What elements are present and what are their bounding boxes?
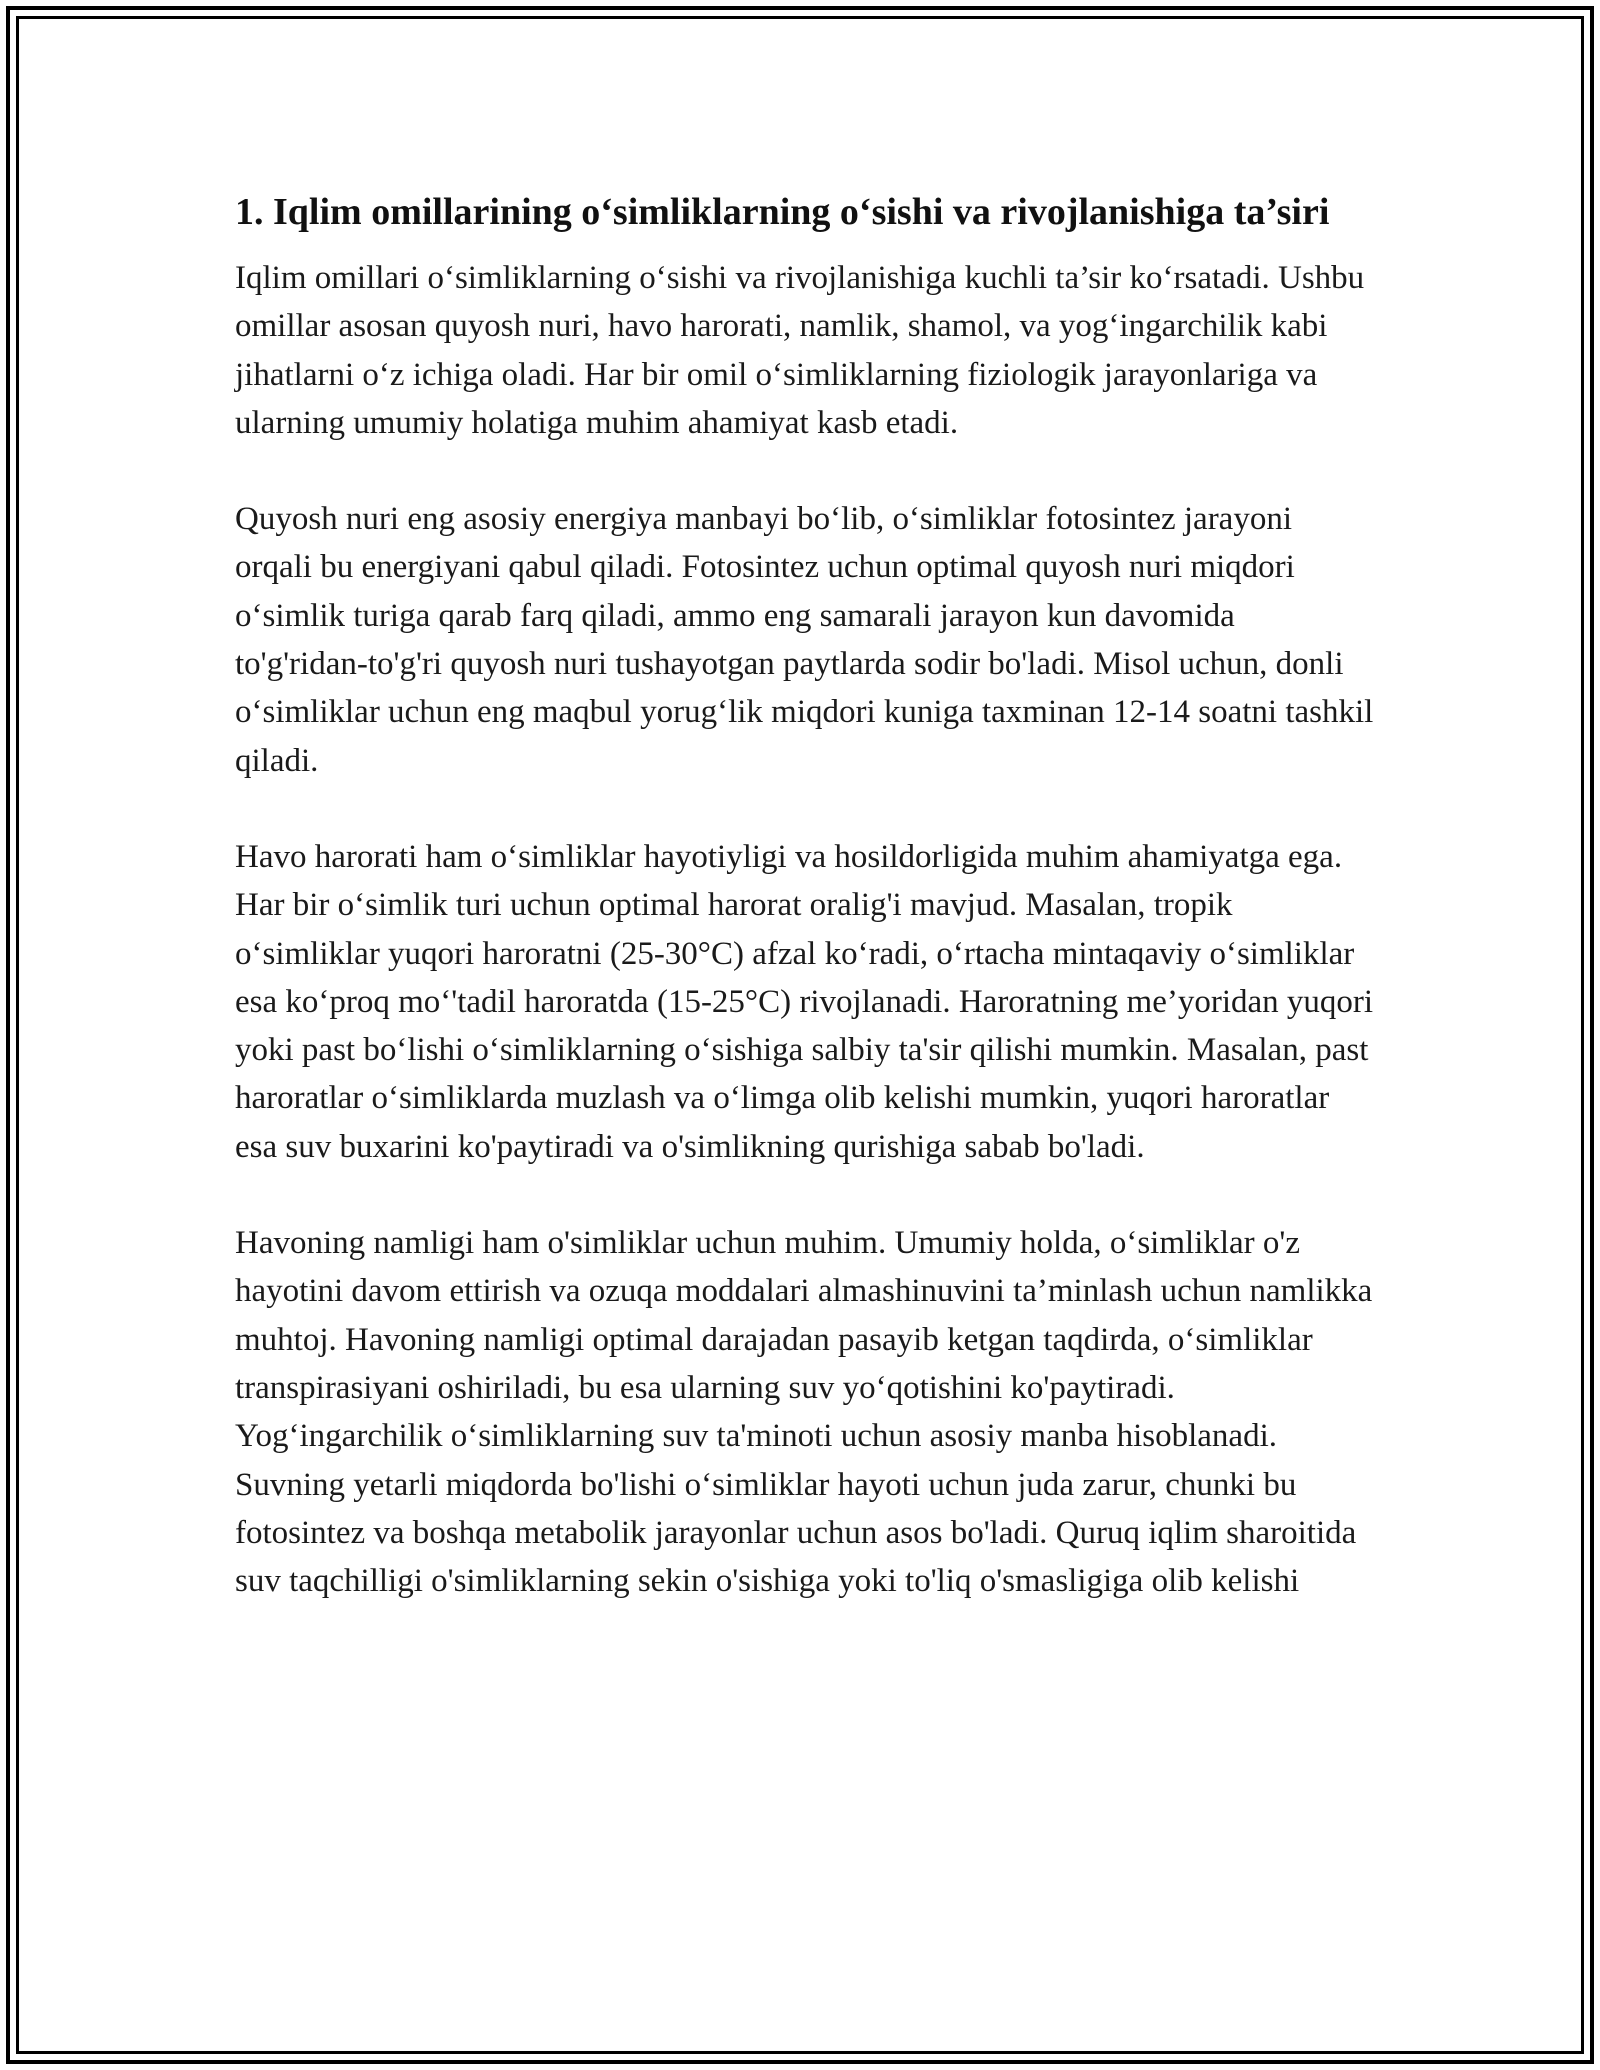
paragraph-humidity: Havoning namligi ham o'simliklar uchun muhim. Umumiy holda, o‘simliklar o'z hayotini davom ettirish va ozuqa moddalari almashinuvini ta’minlash uchun namlikka muhtoj. Havoning namligi optimal darajadan pasayib ketgan taqdirda, o‘simliklar transpirasiyani oshiriladi, bu esa ularning suv yo‘qotishini ko'paytiradi. Yog‘ingarchilik o‘simliklarning suv ta'minoti uchun asosiy manba hisoblanadi. Suvning yetarli miqdorda bo'lishi o‘simliklar hayoti uchun juda zarur, chunki bu fotosintez va boshqa metabolik jarayonlar uchun asos bo'ladi. Quruq iqlim sharoitida suv taqchilligi o'simliklarning sekin o'sishiga yoki to'liq o'smasligiga olib kelishi bbox=[235, 1225, 1373, 1600]
paragraph-intro: Iqlim omillari o‘simliklarning o‘sishi va rivojlanishiga kuchli ta’sir ko‘rsatadi. Ushbu omillar asosan quyosh nuri, havo harorati, namlik, shamol, va yog‘ingarchilik kabi jihatlarni o‘z ichiga oladi. Har bir omil o‘simliklarning fiziologik jarayonlariga va ularning umumiy holatiga muhim ahamiyat kasb etadi. bbox=[235, 260, 1365, 441]
paragraph-temperature: Havo harorati ham o‘simliklar hayotiyligi va hosildorligida muhim ahamiyatga ega. Har bir o‘simlik turi uchun optimal harorat oralig'i mavjud. Masalan, tropik o‘simliklar yuqori haroratni (25-30°C) afzal ko‘radi, o‘rtacha mintaqaviy o‘simliklar esa ko‘proq mo‘'tadil haroratda (15-25°C) rivojlanadi. Haroratning me’yoridan yuqori yoki past bo‘lishi o‘simliklarning o‘sishiga salbiy ta'sir qilishi mumkin. Masalan, past haroratlar o‘simliklarda muzlash va o‘limga olib kelishi mumkin, yuqori haroratlar esa suv buxarini ko'paytiradi va o'simlikning qurishiga sabab bo'ladi. bbox=[235, 838, 1374, 1165]
section-title: 1. Iqlim omillarining o‘simliklarning o‘sishi va rivojlanishiga ta’siri bbox=[235, 191, 1330, 233]
paragraph-sunlight: Quyosh nuri eng asosiy energiya manbayi bo‘lib, o‘simliklar fotosintez jarayoni orqali bu energiyani qabul qiladi. Fotosintez uchun optimal quyosh nuri miqdori o‘simlik turiga qarab farq qiladi, ammo eng samarali jarayon kun davomida to'g'ridan-to'g'ri quyosh nuri tushayotgan paytlarda sodir bo'ladi. Misol uchun, donli o‘simliklar uchun eng maqbul yorug‘lik miqdori kuniga taxminan 12-14 soatni tashkil qiladi. bbox=[235, 501, 1374, 779]
document-body bbox=[235, 185, 1375, 1653]
